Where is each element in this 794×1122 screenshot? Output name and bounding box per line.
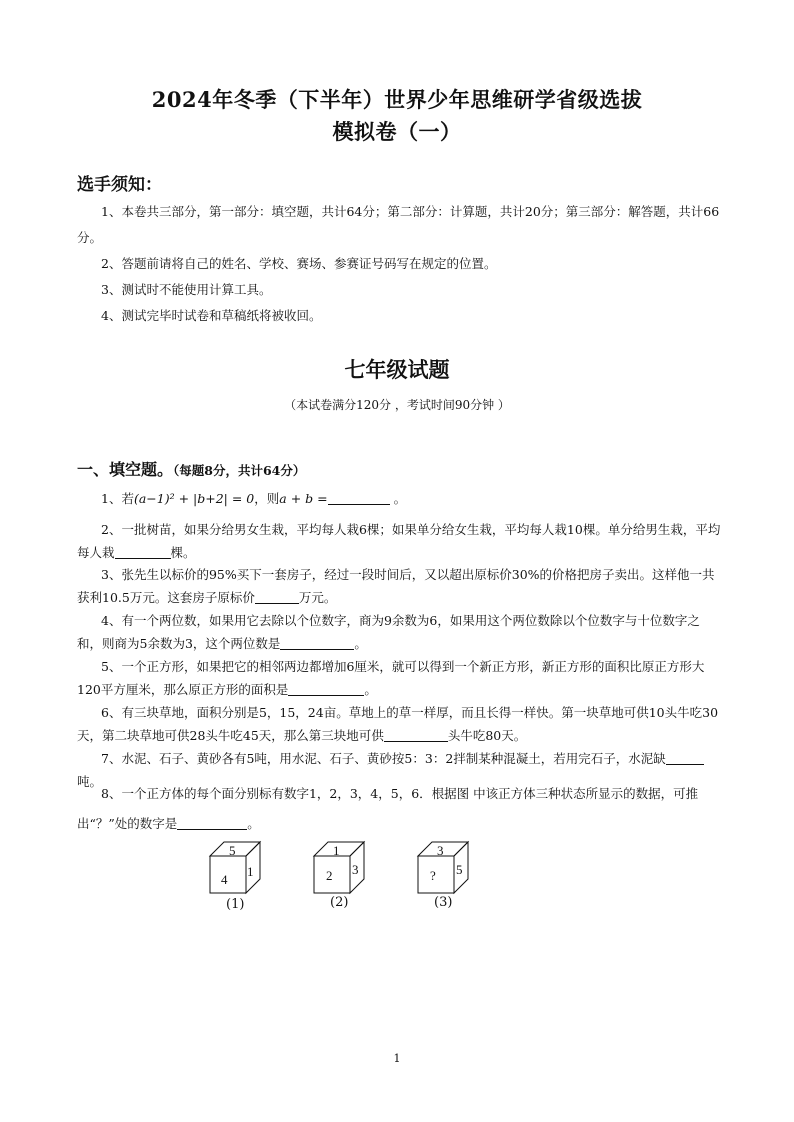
paper-title-line1: 2024年冬季（下半年）世界少年思维研学省级选拔	[151, 87, 643, 112]
question-4	[77, 609, 721, 655]
grade-title: 七年级试题	[344, 357, 450, 382]
q3-text-end: 万元。	[298, 590, 337, 605]
q7-text: 7、水泥、石子、黄砂各有5吨，用水泥、石子、黄砂按5：3：2拌制某种混凝土，若用完石子，水泥缺	[101, 751, 666, 766]
q1-prefix: 1、若	[101, 491, 134, 506]
notice-rule: 3、测试时不能使用计算工具。	[101, 282, 272, 297]
cube-3-top-face: 3	[437, 843, 444, 858]
cube-2-front-face: 2	[326, 868, 333, 883]
cube-3-side-face: 5	[456, 862, 463, 877]
page-number: 1	[393, 1052, 401, 1065]
notice-rule: 2、答题前请将自己的姓名、学校、赛场、参赛证号码写在规定的位置。	[101, 256, 497, 271]
section-score-note: （每题8分，共计64分）	[173, 463, 306, 478]
answer-blank[interactable]	[666, 750, 704, 765]
cube-3-caption: (3)	[434, 895, 453, 910]
answer-blank[interactable]	[177, 815, 247, 830]
cube-2-top-face: 1	[333, 843, 340, 858]
answer-blank[interactable]	[384, 727, 448, 742]
q2-text: 2、一批树苗，如果分给男女生栽，平均每人栽6棵；如果单分给女生栽，平均每人栽10棵。单分给男生栽，平均每人栽	[77, 522, 721, 560]
q5-text-end: 。	[364, 682, 377, 697]
question-3	[77, 563, 721, 609]
q1-expression-2: a + b =	[279, 491, 328, 506]
question-6	[77, 701, 721, 747]
q7-text-end: 吨。	[77, 774, 103, 789]
q4-text-end: 。	[354, 636, 367, 651]
answer-blank[interactable]	[328, 490, 390, 505]
answer-blank[interactable]	[288, 681, 364, 696]
cube-3-front-face: ?	[430, 868, 436, 883]
cube-1-front-face: 4	[221, 872, 228, 887]
section-title: 一、填空题。	[77, 460, 174, 479]
answer-blank[interactable]	[115, 544, 171, 559]
question-5	[77, 655, 721, 701]
q3-text: 3、张先生以标价的95%买下一套房子，经过一段时间后，又以超出原标价30%的价格把房子卖出。这样他一共获利10.5万元。这套房子原标价	[77, 567, 715, 605]
q6-text: 6、有三块草地，面积分别是5，15，24亩。草地上的草一样厚，而且长得一样快。第一块草地可供10头牛吃30天，第二块草地可供28头牛吃45天，那么第三块地可供	[77, 705, 719, 743]
cube-2-caption: (2)	[330, 895, 349, 910]
q1-suffix: 。	[393, 491, 407, 506]
notice-rules	[77, 199, 721, 329]
question-1	[77, 487, 721, 510]
answer-blank[interactable]	[255, 589, 299, 604]
q4-text: 4、有一个两位数，如果用它去除以个位数字，商为9余数为6，如果用这个两位数除以个位数字与十位数字之和，则商为5余数为3，这个两位数是	[77, 613, 700, 651]
notice-rule: 1、本卷共三部分，第一部分：填空题，共计64分；第二部分：计算题，共计20分；第三部分：解答题，共计66分。	[77, 204, 720, 245]
cube-1-side-face: 1	[247, 864, 254, 879]
section-heading	[77, 457, 305, 480]
question-8	[77, 779, 721, 839]
q5-text: 5、一个正方形，如果把它的相邻两边都增加6厘米，就可以得到一个新正方形，新正方形的面积比原正方形大120平方厘米，那么原正方形的面积是	[77, 659, 705, 697]
q1-middle: ，则	[254, 491, 280, 506]
q8-text-end: 。	[247, 816, 260, 831]
q8-text: 8、一个正方体的每个面分别标有数字1，2，3，4，5，6．根据图 中该正方体三种状态所显示的数据，可推出“？”处的数字是	[77, 786, 699, 831]
cube-1-caption: (1)	[226, 897, 245, 912]
cube-1-top-face: 5	[229, 843, 236, 858]
answer-blank[interactable]	[280, 635, 354, 650]
question-2	[77, 518, 721, 564]
notice-rule: 4、测试完毕时试卷和草稿纸将被收回。	[101, 308, 322, 323]
q1-expression: (a−1)² + |b+2| = 0	[133, 491, 255, 506]
notice-heading: 选手须知：	[77, 175, 162, 195]
cube-2-side-face: 3	[352, 862, 359, 877]
q6-text-end: 头牛吃80天。	[447, 728, 527, 743]
exam-note: （本试卷满分120分 ，考试时间90分钟 ）	[284, 398, 510, 412]
q2-text-end: 棵。	[170, 545, 196, 560]
paper-title-line2: 模拟卷（一）	[332, 119, 462, 144]
